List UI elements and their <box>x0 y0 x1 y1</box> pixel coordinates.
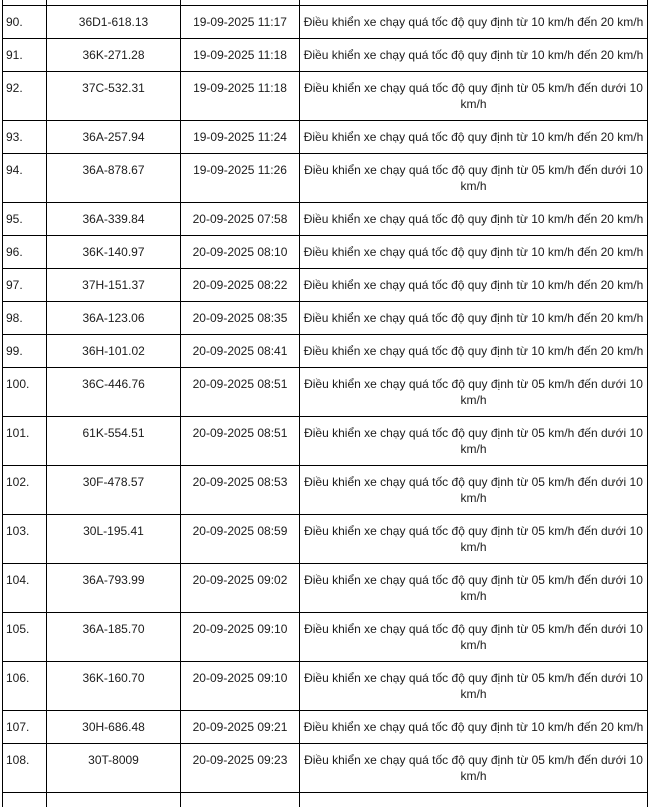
violation-datetime: 20-09-2025 09:02 <box>181 564 300 613</box>
violation-datetime: 19-09-2025 11:24 <box>181 121 300 154</box>
table-row <box>3 302 648 335</box>
row-number: 92. <box>3 72 47 121</box>
table-row <box>3 613 648 662</box>
violation-datetime: 19-09-2025 11:26 <box>181 154 300 203</box>
license-plate: 30L-195.41 <box>47 515 181 564</box>
violation-datetime: 20-09-2025 08:10 <box>181 236 300 269</box>
table-row <box>3 39 648 72</box>
license-plate: 36C-446.76 <box>47 368 181 417</box>
table-row <box>3 269 648 302</box>
table-row <box>3 417 648 466</box>
violation-datetime: 20-09-2025 08:51 <box>181 368 300 417</box>
violation-datetime: 20-09-2025 09:10 <box>181 613 300 662</box>
violation-datetime: 20-09-2025 08:41 <box>181 335 300 368</box>
violation-description: Điều khiển xe chạy quá tốc độ quy định từ 05 km/h đến dưới 10 km/h <box>300 154 648 203</box>
traffic-violations-table <box>2 0 648 807</box>
violation-description: Điều khiển xe chạy quá tốc độ quy định từ 05 km/h đến dưới 10 km/h <box>300 662 648 711</box>
empty-cell <box>3 793 47 808</box>
violation-description: Điều khiển xe chạy quá tốc độ quy định từ 10 km/h đến 20 km/h <box>300 302 648 335</box>
table-row <box>3 121 648 154</box>
license-plate: 36A-123.06 <box>47 302 181 335</box>
row-number: 107. <box>3 711 47 744</box>
license-plate: 30T-8009 <box>47 744 181 793</box>
violation-description: Điều khiển xe chạy quá tốc độ quy định từ 05 km/h đến dưới 10 km/h <box>300 72 648 121</box>
license-plate: 36A-257.94 <box>47 121 181 154</box>
license-plate: 36K-160.70 <box>47 662 181 711</box>
violation-description: Điều khiển xe chạy quá tốc độ quy định từ 05 km/h đến dưới 10 km/h <box>300 564 648 613</box>
violation-description: Điều khiển xe chạy quá tốc độ quy định từ 10 km/h đến 20 km/h <box>300 203 648 236</box>
row-number: 93. <box>3 121 47 154</box>
row-number: 100. <box>3 368 47 417</box>
violation-description: Điều khiển xe chạy quá tốc độ quy định từ 05 km/h đến dưới 10 km/h <box>300 466 648 515</box>
empty-cell <box>300 793 648 808</box>
row-number: 96. <box>3 236 47 269</box>
table-row <box>3 203 648 236</box>
violation-description: Điều khiển xe chạy quá tốc độ quy định từ 10 km/h đến 20 km/h <box>300 6 648 39</box>
violation-description: Điều khiển xe chạy quá tốc độ quy định từ 10 km/h đến 20 km/h <box>300 121 648 154</box>
violation-datetime: 20-09-2025 07:58 <box>181 203 300 236</box>
license-plate: 30H-686.48 <box>47 711 181 744</box>
license-plate: 36K-140.97 <box>47 236 181 269</box>
row-number: 97. <box>3 269 47 302</box>
violation-description: Điều khiển xe chạy quá tốc độ quy định từ 05 km/h đến dưới 10 km/h <box>300 744 648 793</box>
violation-datetime: 20-09-2025 08:59 <box>181 515 300 564</box>
empty-cell <box>181 793 300 808</box>
table-row <box>3 564 648 613</box>
violation-description: Điều khiển xe chạy quá tốc độ quy định từ 10 km/h đến 20 km/h <box>300 711 648 744</box>
violation-datetime: 20-09-2025 09:23 <box>181 744 300 793</box>
row-number: 99. <box>3 335 47 368</box>
license-plate: 36A-793.99 <box>47 564 181 613</box>
partial-row-bottom <box>3 793 648 808</box>
license-plate: 36A-339.84 <box>47 203 181 236</box>
violation-datetime: 20-09-2025 08:51 <box>181 417 300 466</box>
license-plate: 36H-101.02 <box>47 335 181 368</box>
table-row <box>3 368 648 417</box>
row-number: 95. <box>3 203 47 236</box>
table-row <box>3 154 648 203</box>
table-row <box>3 515 648 564</box>
table-row <box>3 466 648 515</box>
license-plate: 37C-532.31 <box>47 72 181 121</box>
table-row <box>3 662 648 711</box>
violation-datetime: 20-09-2025 08:53 <box>181 466 300 515</box>
license-plate: 37H-151.37 <box>47 269 181 302</box>
license-plate: 30F-478.57 <box>47 466 181 515</box>
violation-description: Điều khiển xe chạy quá tốc độ quy định từ 05 km/h đến dưới 10 km/h <box>300 417 648 466</box>
row-number: 106. <box>3 662 47 711</box>
violation-datetime: 19-09-2025 11:17 <box>181 6 300 39</box>
license-plate: 36K-271.28 <box>47 39 181 72</box>
violation-datetime: 20-09-2025 08:35 <box>181 302 300 335</box>
row-number: 94. <box>3 154 47 203</box>
violation-description: Điều khiển xe chạy quá tốc độ quy định từ 05 km/h đến dưới 10 km/h <box>300 368 648 417</box>
table-row <box>3 335 648 368</box>
table-row <box>3 744 648 793</box>
violation-description: Điều khiển xe chạy quá tốc độ quy định từ 10 km/h đến 20 km/h <box>300 236 648 269</box>
license-plate: 61K-554.51 <box>47 417 181 466</box>
violation-datetime: 20-09-2025 09:10 <box>181 662 300 711</box>
row-number: 102. <box>3 466 47 515</box>
violation-datetime: 20-09-2025 09:21 <box>181 711 300 744</box>
violation-datetime: 19-09-2025 11:18 <box>181 72 300 121</box>
row-number: 108. <box>3 744 47 793</box>
empty-cell <box>47 793 181 808</box>
violation-description: Điều khiển xe chạy quá tốc độ quy định từ 10 km/h đến 20 km/h <box>300 39 648 72</box>
violation-description: Điều khiển xe chạy quá tốc độ quy định từ 05 km/h đến dưới 10 km/h <box>300 515 648 564</box>
row-number: 103. <box>3 515 47 564</box>
table-row <box>3 236 648 269</box>
table-row <box>3 6 648 39</box>
violation-datetime: 20-09-2025 08:22 <box>181 269 300 302</box>
table-row <box>3 711 648 744</box>
violation-description: Điều khiển xe chạy quá tốc độ quy định từ 10 km/h đến 20 km/h <box>300 335 648 368</box>
row-number: 101. <box>3 417 47 466</box>
row-number: 91. <box>3 39 47 72</box>
row-number: 104. <box>3 564 47 613</box>
table-row <box>3 72 648 121</box>
violation-datetime: 19-09-2025 11:18 <box>181 39 300 72</box>
license-plate: 36A-878.67 <box>47 154 181 203</box>
row-number: 90. <box>3 6 47 39</box>
row-number: 98. <box>3 302 47 335</box>
license-plate: 36A-185.70 <box>47 613 181 662</box>
violation-description: Điều khiển xe chạy quá tốc độ quy định từ 10 km/h đến 20 km/h <box>300 269 648 302</box>
violation-description: Điều khiển xe chạy quá tốc độ quy định từ 05 km/h đến dưới 10 km/h <box>300 613 648 662</box>
row-number: 105. <box>3 613 47 662</box>
license-plate: 36D1-618.13 <box>47 6 181 39</box>
